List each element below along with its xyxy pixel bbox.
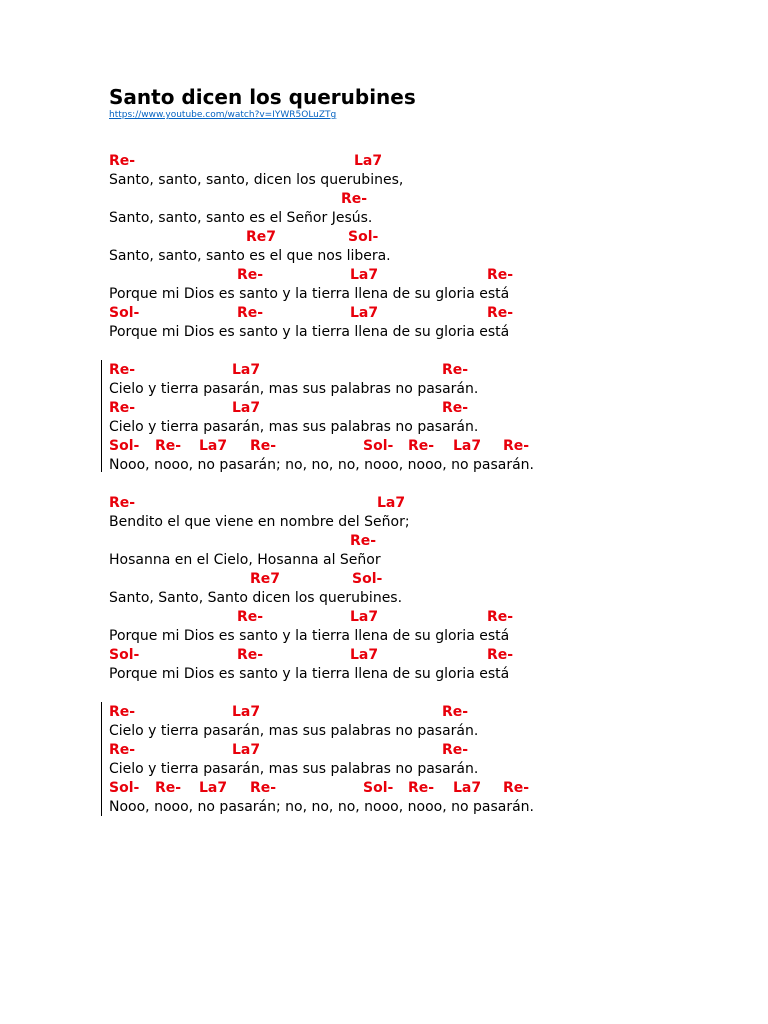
chord-line [109, 228, 749, 247]
lyric-text: Santo, santo, santo es el Señor Jesús. [109, 210, 373, 226]
chord-line [109, 570, 749, 589]
chord: Re- [109, 362, 136, 378]
lyric-text: Cielo y tierra pasarán, mas sus palabras no pasarán. [109, 381, 479, 397]
chord: Re- [155, 780, 182, 796]
chord: Re- [487, 305, 514, 321]
chord-line [109, 646, 749, 665]
chord: Re7 [246, 229, 277, 245]
chord: Re- [487, 609, 514, 625]
chord: La7 [377, 495, 406, 511]
chord: La7 [350, 305, 379, 321]
chord: La7 [350, 609, 379, 625]
lyric-line [109, 418, 749, 437]
lyric-line [109, 627, 749, 646]
chord: Sol- [363, 780, 394, 796]
lyric-line [109, 798, 749, 817]
chord: La7 [199, 438, 228, 454]
chord-line [109, 741, 749, 760]
chord-line [109, 304, 749, 323]
lyric-line [109, 285, 749, 304]
chord: Re- [503, 780, 530, 796]
lyric-line [109, 380, 749, 399]
lyric-text: Santo, Santo, Santo dicen los querubines. [109, 590, 403, 606]
chord-line [109, 703, 749, 722]
lyric-line [109, 665, 749, 684]
chord: Re7 [250, 571, 281, 587]
chord: La7 [232, 400, 261, 416]
chord: Sol- [352, 571, 383, 587]
chord-line [109, 494, 749, 513]
lyric-text: Nooo, nooo, no pasarán; no, no, no, nooo, nooo, no pasarán. [109, 799, 534, 815]
lyric-line [109, 171, 749, 190]
chord: Re- [487, 647, 514, 663]
lyric-text: Cielo y tierra pasarán, mas sus palabras no pasarán. [109, 761, 479, 777]
chord: Sol- [109, 647, 140, 663]
lyric-line [109, 551, 749, 570]
chorus-bar [101, 702, 102, 816]
lyric-text: Porque mi Dios es santo y la tierra llena de su gloria está [109, 324, 510, 340]
chord: Re- [237, 267, 264, 283]
lyric-text: Nooo, nooo, no pasarán; no, no, no, nooo, nooo, no pasarán. [109, 457, 534, 473]
lyric-text: Cielo y tierra pasarán, mas sus palabras no pasarán. [109, 723, 479, 739]
chord: Sol- [109, 305, 140, 321]
chord: La7 [453, 780, 482, 796]
chord: Re- [350, 533, 377, 549]
chord: Sol- [109, 780, 140, 796]
page-title: Santo dicen los querubines [109, 85, 416, 109]
lyric-text: Santo, santo, santo es el que nos libera. [109, 248, 391, 264]
chord-line [109, 532, 749, 551]
lyric-line [109, 209, 749, 228]
lyric-line [109, 589, 749, 608]
lyric-text: Porque mi Dios es santo y la tierra llena de su gloria está [109, 628, 510, 644]
chord: Sol- [109, 438, 140, 454]
lyric-line [109, 247, 749, 266]
chord: La7 [232, 704, 261, 720]
lyric-text: Santo, santo, santo, dicen los querubines, [109, 172, 404, 188]
chord: Re- [109, 742, 136, 758]
lyric-line [109, 722, 749, 741]
chord-line [109, 608, 749, 627]
chord: Re- [442, 742, 469, 758]
chord: La7 [232, 362, 261, 378]
chorus-bar [101, 360, 102, 472]
chord-line [109, 361, 749, 380]
chord: Re- [442, 704, 469, 720]
chord: Re- [109, 400, 136, 416]
lyric-text: Porque mi Dios es santo y la tierra llena de su gloria está [109, 666, 510, 682]
lyric-text: Bendito el que viene en nombre del Señor; [109, 514, 410, 530]
chord: La7 [350, 647, 379, 663]
chord: Re- [250, 438, 277, 454]
youtube-link[interactable]: https://www.youtube.com/watch?v=IYWR5OLuZTg [109, 110, 337, 120]
chord: Re- [109, 153, 136, 169]
chord: La7 [354, 153, 383, 169]
chord: Re- [237, 609, 264, 625]
chord: Re- [442, 362, 469, 378]
chord: Re- [408, 780, 435, 796]
chord: Re- [237, 647, 264, 663]
chord: Re- [408, 438, 435, 454]
chord-line [109, 152, 749, 171]
chord: Sol- [363, 438, 394, 454]
chord: Re- [155, 438, 182, 454]
chord: La7 [350, 267, 379, 283]
lyric-line [109, 456, 749, 475]
chord: Sol- [348, 229, 379, 245]
lyric-line [109, 323, 749, 342]
lyric-text: Cielo y tierra pasarán, mas sus palabras no pasarán. [109, 419, 479, 435]
chord-line [109, 437, 749, 456]
chord: Re- [442, 400, 469, 416]
lyric-line [109, 513, 749, 532]
lyric-text: Porque mi Dios es santo y la tierra llena de su gloria está [109, 286, 510, 302]
chord-line [109, 266, 749, 285]
lyric-text: Hosanna en el Cielo, Hosanna al Señor [109, 552, 381, 568]
chord: Re- [487, 267, 514, 283]
chord: Re- [250, 780, 277, 796]
chord: Re- [109, 495, 136, 511]
chord: Re- [109, 704, 136, 720]
chord: La7 [199, 780, 228, 796]
lyric-line [109, 760, 749, 779]
chord: Re- [503, 438, 530, 454]
chord: Re- [237, 305, 264, 321]
chord-line [109, 779, 749, 798]
chord: La7 [232, 742, 261, 758]
chord-line [109, 190, 749, 209]
chord: Re- [341, 191, 368, 207]
chord: La7 [453, 438, 482, 454]
chord-line [109, 399, 749, 418]
